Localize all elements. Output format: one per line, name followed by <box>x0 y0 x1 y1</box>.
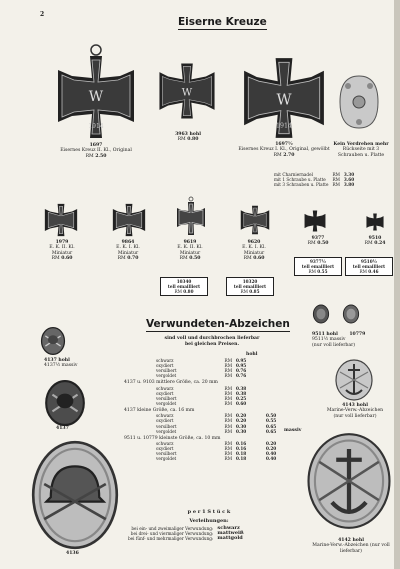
price-group-table <box>154 386 290 406</box>
currency-label: RM <box>240 289 248 294</box>
item-number: 9377½ <box>309 259 327 264</box>
price-hohl: 0.30 <box>236 428 247 434</box>
currency-label: RM <box>224 373 232 379</box>
currency-label: RM <box>174 289 182 294</box>
enamel-label: tell emailliert <box>301 264 335 269</box>
price-group-table <box>154 441 290 461</box>
currency-label: RM <box>273 152 282 158</box>
price-massiv: 0.20 <box>266 446 277 452</box>
currency-label: RM <box>224 441 232 447</box>
price-hohl: 0.76 <box>236 373 247 379</box>
currency-label: RM <box>359 269 367 274</box>
currency-label: RM <box>332 172 340 177</box>
item-number: 9864 <box>121 240 135 245</box>
table-row <box>154 401 290 406</box>
price-hohl: 0.95 <box>236 358 247 363</box>
item-number: 10340 <box>176 279 192 284</box>
item-price: 0.24 <box>374 241 386 247</box>
awards-title: Verleihungen: <box>189 518 229 524</box>
award-condition: bei ein- und zweimaliger Verwundung: <box>131 526 214 531</box>
item-desc: Eisernes Kreuz I. Kl., Original, gewölbt <box>238 147 330 153</box>
mini-cross-9377-icon <box>304 210 326 232</box>
mini-cross-9619-icon <box>176 196 206 236</box>
fastening-label: mit Charniernadel <box>274 172 313 177</box>
price-hohl: 0.38 <box>236 385 247 391</box>
price-hohl: 0.95 <box>236 363 247 369</box>
currency-label: RM <box>224 395 232 401</box>
item-number: 3963 hohl <box>175 132 201 137</box>
item-desc: E. K. I. Kl. Miniatur <box>242 245 266 256</box>
cross-reverse-screws-icon <box>334 72 384 132</box>
item-desc: E. K. II. Kl. Miniatur <box>49 245 75 256</box>
item-price: 0.50 <box>317 241 329 247</box>
enamel-box <box>294 257 342 276</box>
table-row <box>154 429 290 434</box>
svg-text:1914: 1914 <box>275 122 293 130</box>
item-price: 0.60 <box>61 255 73 261</box>
price-massiv <box>264 373 290 378</box>
price-hohl: 0.20 <box>236 413 247 419</box>
currency-label: RM <box>224 400 232 406</box>
finish-label: schwarz <box>156 413 174 419</box>
finish-label: versilbert <box>156 395 177 401</box>
price-group-table <box>154 413 290 433</box>
item-desc: E. K. I. Kl. Miniatur <box>116 245 140 256</box>
finish-label: oxydiert <box>156 363 174 369</box>
price-massiv: 0.40 <box>266 456 277 462</box>
fastening-price: 3.80 <box>343 182 355 188</box>
price-hohl: 0.16 <box>236 441 247 447</box>
column-header-massiv: massiv <box>284 428 302 433</box>
table-row <box>154 456 290 461</box>
item-price: 0.60 <box>253 255 265 261</box>
currency-label: RM <box>224 358 232 363</box>
finish-label: schwarz <box>156 385 174 391</box>
price-hohl: 0.16 <box>236 446 247 452</box>
section-title-verwundeten-abzeichen: Verwundeten-Abzeichen <box>146 318 290 330</box>
section-subtitle: sind voll und durchbrochen lieferbar <box>164 336 260 341</box>
finish-label: vergoldet <box>156 428 177 434</box>
item-number: 4136 <box>66 551 79 556</box>
currency-label: RM <box>224 428 232 434</box>
price-massiv: 0.65 <box>266 423 277 429</box>
finish-label: versilbert <box>156 451 177 457</box>
item-desc: Eisernes Kreuz II. Kl., Original <box>60 148 132 154</box>
currency-label: RM <box>243 255 252 261</box>
iron-cross-2nd-class-icon <box>56 44 136 140</box>
item-number: 10779 <box>349 332 366 337</box>
item-price: 0.55 <box>317 269 328 274</box>
currency-label: RM <box>224 456 232 462</box>
column-header-hohl: hohl <box>246 352 258 357</box>
price-hohl: 0.30 <box>236 423 247 429</box>
item-number: 1697 <box>89 143 103 148</box>
price-group-heading: 4137 u. 9103 mittlere Größe, ca. 20 mm <box>124 380 218 386</box>
naval-wound-badge-4143-icon <box>334 358 374 402</box>
price-massiv: 0.50 <box>266 413 277 419</box>
finish-label: schwarz <box>156 358 174 363</box>
item-desc: E. K. II. Kl. Miniatur <box>177 245 203 256</box>
award-color: mattgold <box>217 535 243 542</box>
fastening-options <box>272 172 356 187</box>
currency-label: RM <box>224 385 232 391</box>
item-desc: Marine-Verw.-Abzeichen (nur voll lieferbar) <box>312 543 390 554</box>
fastening-label: mit 1 Schraube u. Platte <box>274 177 326 183</box>
iron-cross-1st-class-icon <box>242 56 326 140</box>
finish-label: vergoldet <box>156 400 177 406</box>
currency-label: RM <box>224 363 232 369</box>
price-hohl: 0.25 <box>236 395 247 401</box>
price-hohl: 0.76 <box>236 368 247 374</box>
enamel-label: tell emailliert <box>352 264 386 269</box>
finish-label: vergoldet <box>156 456 177 462</box>
finish-label: versilbert <box>156 368 177 374</box>
enamel-label: tell emailliert <box>233 284 267 289</box>
price-massiv: 0.40 <box>266 451 277 457</box>
currency-label: RM <box>224 446 232 452</box>
svg-text:1914: 1914 <box>88 123 104 130</box>
svg-text:W: W <box>181 87 193 99</box>
finish-label: oxydiert <box>156 446 174 452</box>
finish-label: oxydiert <box>156 418 174 424</box>
item-desc: 4137½ massiv <box>44 363 78 369</box>
currency-label: RM <box>177 137 186 143</box>
mini-cross-9510-icon <box>366 213 384 231</box>
currency-label: RM <box>179 255 188 261</box>
naval-wound-badge-4142-icon <box>306 432 392 530</box>
item-desc: Marine-Verw.-Abzeichen (nur voll lieferbar) <box>326 408 384 419</box>
item-number: 4137 hohl <box>44 358 70 363</box>
currency-label: RM <box>224 390 232 396</box>
item-price: 2.70 <box>283 152 295 158</box>
item-number: 4143 hohl <box>342 403 368 408</box>
currency-label: RM <box>117 255 126 261</box>
item-price: 0.70 <box>127 255 139 261</box>
item-number: 9510 <box>368 236 382 241</box>
price-group-table <box>154 358 290 378</box>
per-piece-label: p e r 1 S t ü c k <box>187 509 231 515</box>
fastening-label: mit 3 Schrauben u. Platte <box>274 182 329 188</box>
svg-text:W: W <box>276 91 292 109</box>
price-massiv: 0.55 <box>266 418 277 424</box>
price-hohl: 0.18 <box>236 456 247 462</box>
section-title-eiserne-kreuze: Eiserne Kreuze <box>178 16 267 28</box>
item-number: 10320 <box>242 279 258 284</box>
price-hohl: 0.20 <box>236 418 247 424</box>
currency-label: RM <box>332 177 340 183</box>
page-spine <box>394 0 400 569</box>
currency-label: RM <box>307 241 316 247</box>
currency-label: RM <box>224 418 232 424</box>
enamel-box <box>160 277 208 296</box>
item-desc: (nur voll lieferbar) <box>312 342 356 348</box>
price-group-heading: 4137 kleine Größe, ca. 16 mm <box>124 408 195 414</box>
item-desc: Rückseite mit 3 Schrauben u. Platte <box>337 147 385 158</box>
currency-label: RM <box>224 423 232 429</box>
item-number: Kein Verdrehen mehr <box>333 142 389 147</box>
item-price: 2.50 <box>95 153 107 159</box>
item-desc: 9511½ massiv <box>312 337 346 343</box>
item-number: 4137 <box>56 426 69 431</box>
price-table <box>124 358 290 461</box>
mini-cross-9864-icon <box>112 203 146 237</box>
item-number: 9619 <box>183 240 197 245</box>
currency-label: RM <box>224 451 232 457</box>
item-price: 0.85 <box>249 289 260 294</box>
fastening-price: 3.60 <box>343 177 355 183</box>
svg-text:W: W <box>88 89 104 105</box>
mini-cross-1979-icon <box>44 203 78 237</box>
enamel-box <box>345 257 393 276</box>
price-massiv: 0.65 <box>266 428 277 434</box>
awards-list <box>126 526 246 541</box>
enamel-box <box>226 277 274 296</box>
finish-label: schwarz <box>156 441 174 447</box>
price-hohl: 0.38 <box>236 390 247 396</box>
item-number: 9377 <box>311 236 325 241</box>
award-condition: bei drei- und viermaliger Verwundung: <box>130 531 214 537</box>
award-condition: bei fünf- und mehrmaliger Verwundung: <box>128 536 214 542</box>
price-group-heading: 9511 u. 10779 kleinste Größe, ca. 10 mm <box>124 435 221 441</box>
item-price: 0.80 <box>187 137 199 143</box>
item-price: 0.50 <box>189 255 201 261</box>
item-number: 9510½ <box>360 259 378 264</box>
enamel-label: tell emailliert <box>167 284 201 289</box>
price-massiv: 0.20 <box>266 441 277 447</box>
wound-badge-4137-icon <box>42 380 88 426</box>
table-row <box>154 373 290 378</box>
finish-label: oxydiert <box>156 390 174 396</box>
currency-label: RM <box>224 368 232 374</box>
currency-label: RM <box>332 182 340 188</box>
item-number: 9620 <box>247 240 261 245</box>
award-color: schwarz <box>217 525 240 531</box>
item-price: 0.46 <box>368 269 379 274</box>
price-hohl: 0.18 <box>236 451 247 457</box>
item-number: 1697½ <box>275 142 293 147</box>
finish-label: vergoldet <box>156 373 177 379</box>
price-massiv <box>264 401 290 406</box>
currency-label: RM <box>85 153 94 159</box>
currency-label: RM <box>224 413 232 419</box>
page-number: 2 <box>40 11 45 18</box>
wound-badge-9511-icon <box>312 304 330 324</box>
finish-label: versilbert <box>156 423 177 429</box>
mini-cross-9620-icon <box>240 205 270 235</box>
item-price: 0.80 <box>183 289 194 294</box>
currency-label: RM <box>51 255 60 261</box>
wound-badge-4136-icon <box>30 440 120 550</box>
section-subtitle: bei gleichen Preisen. <box>184 342 240 347</box>
award-color: mattweiß <box>217 530 244 537</box>
item-number: 4142 hohl <box>338 538 364 543</box>
currency-label: RM <box>364 241 373 247</box>
item-number: 9511 hohl <box>312 332 338 337</box>
currency-label: RM <box>308 269 316 274</box>
wound-badge-10779-icon <box>342 304 360 324</box>
price-hohl: 0.60 <box>236 400 247 406</box>
item-number: 1979 <box>55 240 69 245</box>
wound-badge-4137-large-icon <box>40 327 66 355</box>
iron-cross-hollow-icon <box>158 62 216 120</box>
fastening-price: 3.30 <box>343 172 355 177</box>
